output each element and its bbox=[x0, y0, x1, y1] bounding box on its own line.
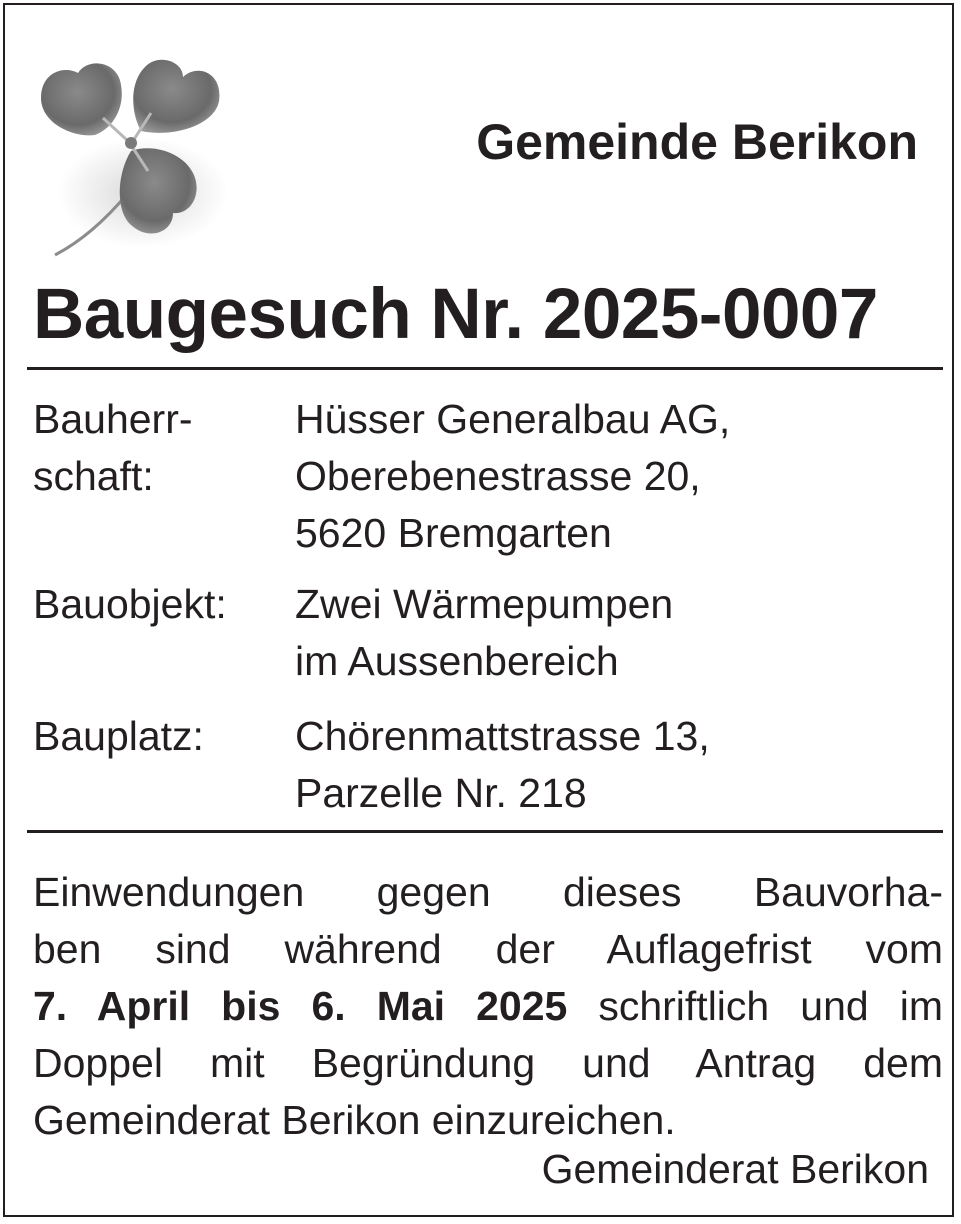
owner-value-line: 5620 Bremgarten bbox=[295, 510, 612, 556]
objection-notice bbox=[33, 864, 943, 1149]
notice-frame bbox=[3, 3, 954, 1217]
object-label: Bauobjekt: bbox=[33, 581, 227, 627]
notice-line: Doppel mit Begründung und Antrag dem bbox=[33, 1040, 943, 1086]
divider bbox=[27, 830, 943, 833]
notice-line-with-period bbox=[33, 978, 943, 1035]
municipality-name: Gemeinde Berikon bbox=[476, 114, 918, 170]
divider bbox=[27, 367, 943, 370]
notice-line: Einwendungen gegen dieses Bauvorha- bbox=[33, 869, 943, 915]
cloverleaf-icon bbox=[33, 43, 229, 261]
site-label: Bauplatz: bbox=[33, 713, 204, 759]
display-period: 7. April bis 6. Mai 2025 bbox=[33, 983, 568, 1029]
site-value-line: Chörenmattstrasse 13, bbox=[295, 713, 710, 759]
notice-line-rest: schriftlich und im bbox=[567, 983, 943, 1029]
owner-label-line: schaft: bbox=[33, 453, 154, 499]
owner-value-line: Hüsser Generalbau AG, bbox=[295, 396, 731, 442]
signature: Gemeinderat Berikon bbox=[541, 1146, 929, 1192]
notice-line: ben sind während der Auflagefrist vom bbox=[33, 926, 943, 972]
site-value-line: Parzelle Nr. 218 bbox=[295, 770, 587, 816]
page-title: Baugesuch Nr. 2025-0007 bbox=[33, 275, 878, 354]
notice-line: Gemeinderat Berikon einzureichen. bbox=[33, 1097, 676, 1143]
object-value-line: Zwei Wärmepumpen bbox=[295, 581, 674, 627]
owner-value-line: Oberebenestrasse 20, bbox=[295, 453, 701, 499]
owner-label-line: Bauherr- bbox=[33, 396, 193, 442]
object-value-line: im Aussenbereich bbox=[295, 638, 619, 684]
